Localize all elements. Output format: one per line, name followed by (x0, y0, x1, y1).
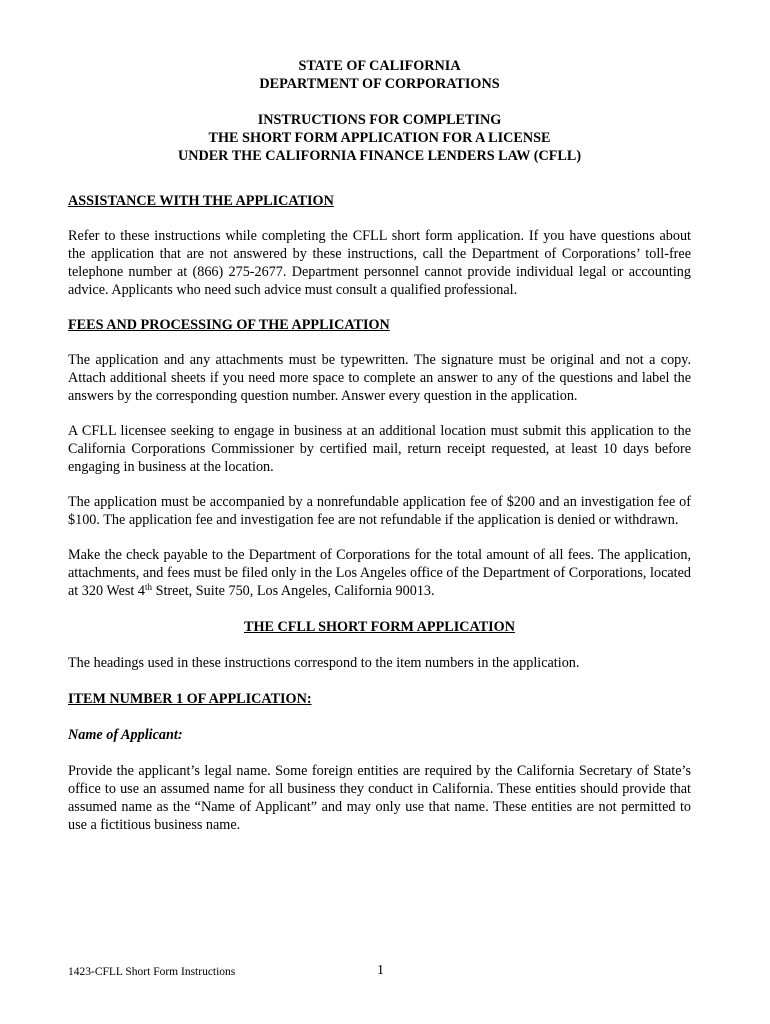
title-line-2: THE SHORT FORM APPLICATION FOR A LICENSE (208, 130, 551, 146)
fees-paragraph-2: A CFLL licensee seeking to engage in business at an additional location must submit this application to the California Corporations Commissioner by certified mail, return receipt requested, at least 10 days before engaging in business at the location. (68, 423, 691, 475)
name-of-applicant-subheading: Name of Applicant: (68, 727, 183, 743)
assistance-heading: ASSISTANCE WITH THE APPLICATION (68, 193, 334, 209)
page-number: 1 (377, 963, 384, 978)
header-state: STATE OF CALIFORNIA (298, 58, 461, 74)
header-department: DEPARTMENT OF CORPORATIONS (259, 76, 500, 92)
footer-form-id: 1423-CFLL Short Form Instructions (68, 966, 236, 978)
item-1-heading: ITEM NUMBER 1 OF APPLICATION: (68, 691, 312, 707)
fees-heading: FEES AND PROCESSING OF THE APPLICATION (68, 317, 390, 333)
title-line-3: UNDER THE CALIFORNIA FINANCE LENDERS LAW (CFLL) (177, 148, 582, 164)
fees-paragraph-4 (68, 546, 691, 600)
short-form-paragraph: The headings used in these instructions correspond to the item numbers in the application. (68, 655, 580, 671)
fees-paragraph-4-part-b: Street, Suite 750, Los Angeles, California 90013. (152, 583, 435, 599)
ordinal-suffix: th (145, 582, 153, 592)
agency-header (68, 57, 691, 165)
fees-paragraph-1: The application and any attachments must be typewritten. The signature must be original and not a copy. Attach additional sheets if you need more space to complete an answer to any of the questions and label the answers by the corresponding question number. Answer every question in the application. (68, 352, 691, 404)
title-line-1: INSTRUCTIONS FOR COMPLETING (257, 112, 502, 128)
fees-paragraph-4-part-a: Make the check payable to the Department of Corporations for the total amount of all fees. The application, attachments, and fees must be filed only in the Los Angeles office of the Department of Corporations, located at 320 West 4 (68, 547, 691, 599)
assistance-paragraph: Refer to these instructions while completing the CFLL short form application. If you have questions about the application that are not answered by these instructions, call the Department of Corporations’ toll-free telephone number at (866) 275-2677. Department personnel cannot provide individual legal or accounting advice. Applicants who need such advice must consult a qualified professional. (68, 228, 691, 298)
fees-paragraph-3: The application must be accompanied by a nonrefundable application fee of $200 and an investigation fee of $100. The application fee and investigation fee are not refundable if the application is denied or withdrawn. (68, 494, 691, 528)
item-1-paragraph: Provide the applicant’s legal name. Some foreign entities are required by the California Secretary of State’s office to use an assumed name for all business they conduct in California. These entities should provide that assumed name as the “Name of Applicant” and may only use that name. These entities are not permitted to use a fictitious business name. (68, 763, 691, 833)
document-page (68, 57, 691, 834)
short-form-heading: THE CFLL SHORT FORM APPLICATION (244, 619, 515, 635)
